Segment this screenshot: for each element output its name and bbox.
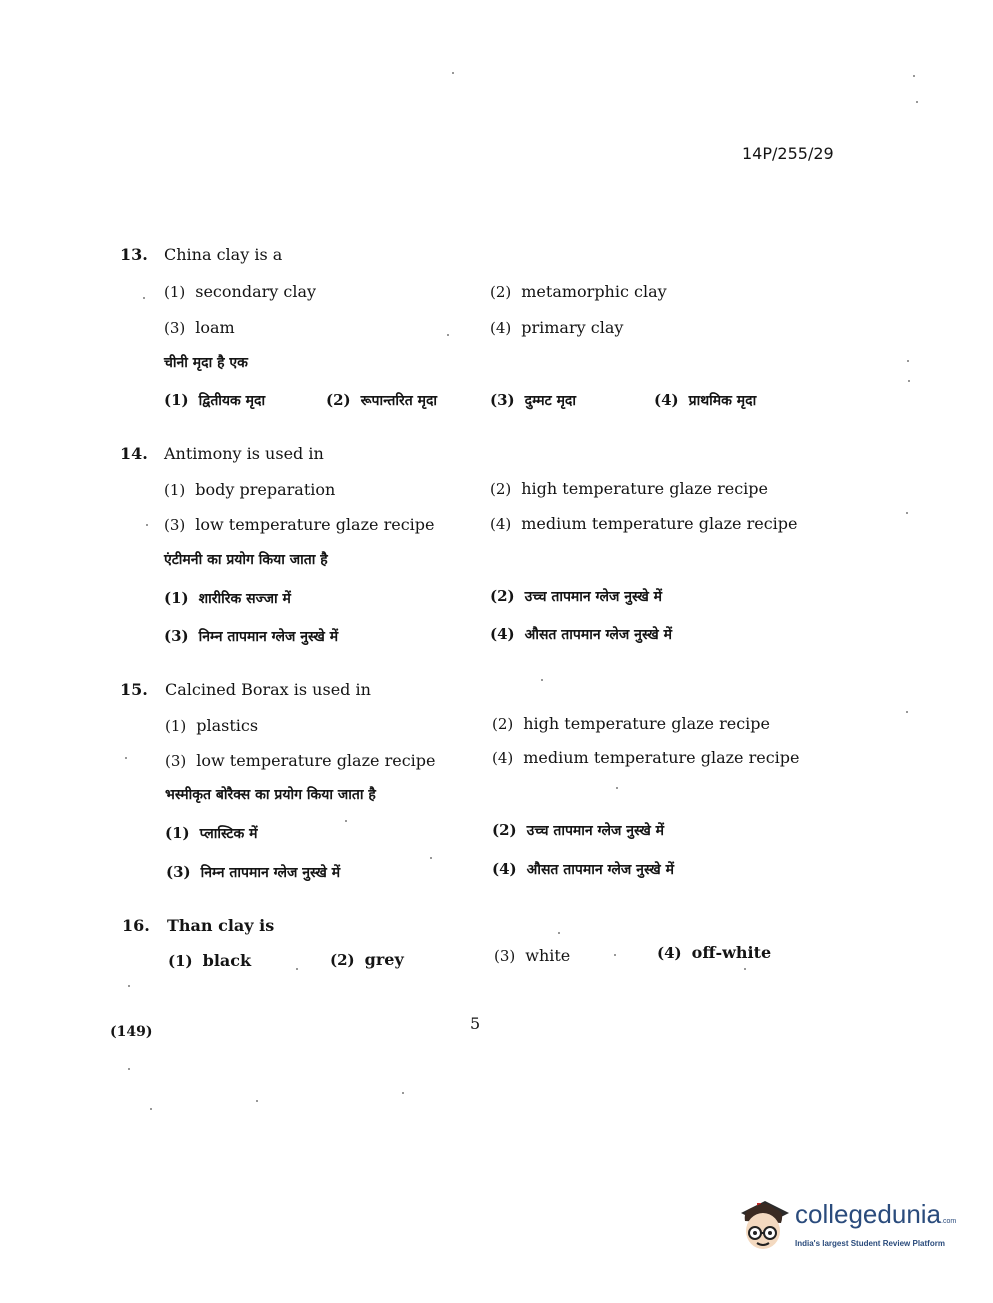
- option-en-3: (3) low temperature glaze recipe: [165, 751, 436, 770]
- option-en-1: (1) secondary clay: [164, 282, 317, 301]
- question-number: 16.: [122, 916, 150, 935]
- option-hi-4: (4) प्राथमिक मृदा: [654, 391, 757, 409]
- question-stem-en: Than clay is: [167, 916, 275, 935]
- option-en-4: (4) off-white: [657, 943, 772, 962]
- question-stem-hi: भस्मीकृत बोरैक्स का प्रयोग किया जाता है: [165, 787, 376, 803]
- question-stem-en: Calcined Borax is used in: [165, 680, 371, 699]
- option-hi-4: (4) औसत तापमान ग्लेज नुस्खे में: [492, 860, 674, 878]
- question-stem-en: Antimony is used in: [164, 444, 324, 463]
- option-en-2: (2) metamorphic clay: [490, 282, 667, 301]
- question-stem-hi: चीनी मृदा है एक: [164, 355, 248, 371]
- option-en-1: (1) black: [168, 951, 252, 970]
- option-en-2: (2) grey: [330, 950, 404, 969]
- option-en-3: (3) loam: [164, 318, 235, 337]
- option-en-1: (1) plastics: [165, 716, 259, 735]
- option-en-4: (4) primary clay: [490, 318, 624, 337]
- option-hi-1: (1) प्लास्टिक में: [165, 824, 258, 842]
- option-hi-2: (2) उच्च तापमान ग्लेज नुस्खे में: [492, 821, 665, 839]
- option-hi-1: (1) द्वितीयक मृदा: [164, 391, 266, 409]
- mascot-icon: [735, 1195, 793, 1259]
- option-en-4: (4) medium temperature glaze recipe: [490, 514, 798, 533]
- option-hi-3: (3) निम्न तापमान ग्लेज नुस्खे में: [164, 627, 339, 645]
- question-stem-hi: एंटीमनी का प्रयोग किया जाता है: [164, 552, 328, 568]
- option-en-2: (2) high temperature glaze recipe: [492, 714, 770, 733]
- option-hi-3: (3) दुम्मट मृदा: [490, 391, 576, 409]
- question-number: 15.: [120, 680, 148, 699]
- option-hi-4: (4) औसत तापमान ग्लेज नुस्खे में: [490, 625, 672, 643]
- option-en-3: (3) low temperature glaze recipe: [164, 515, 435, 534]
- footer-code: (149): [110, 1024, 153, 1040]
- paper-code: 14P/255/29: [742, 144, 834, 163]
- option-en-4: (4) medium temperature glaze recipe: [492, 748, 800, 767]
- option-en-2: (2) high temperature glaze recipe: [490, 479, 768, 498]
- collegedunia-logo: [735, 1195, 965, 1265]
- question-number: 13.: [120, 245, 148, 264]
- logo-tagline: India's largest Student Review Platform: [795, 1239, 945, 1248]
- option-hi-2: (2) रूपान्तरित मृदा: [326, 391, 438, 409]
- option-hi-1: (1) शारीरिक सज्जा में: [164, 589, 291, 607]
- option-en-1: (1) body preparation: [164, 480, 336, 499]
- logo-wordmark: collegedunia.com: [795, 1199, 957, 1229]
- question-number: 14.: [120, 444, 148, 463]
- question-stem-en: China clay is a: [164, 245, 283, 264]
- option-hi-3: (3) निम्न तापमान ग्लेज नुस्खे में: [166, 863, 341, 881]
- page-number: 5: [470, 1014, 481, 1033]
- option-hi-2: (2) उच्च तापमान ग्लेज नुस्खे में: [490, 587, 663, 605]
- option-en-3: (3) white: [494, 946, 571, 965]
